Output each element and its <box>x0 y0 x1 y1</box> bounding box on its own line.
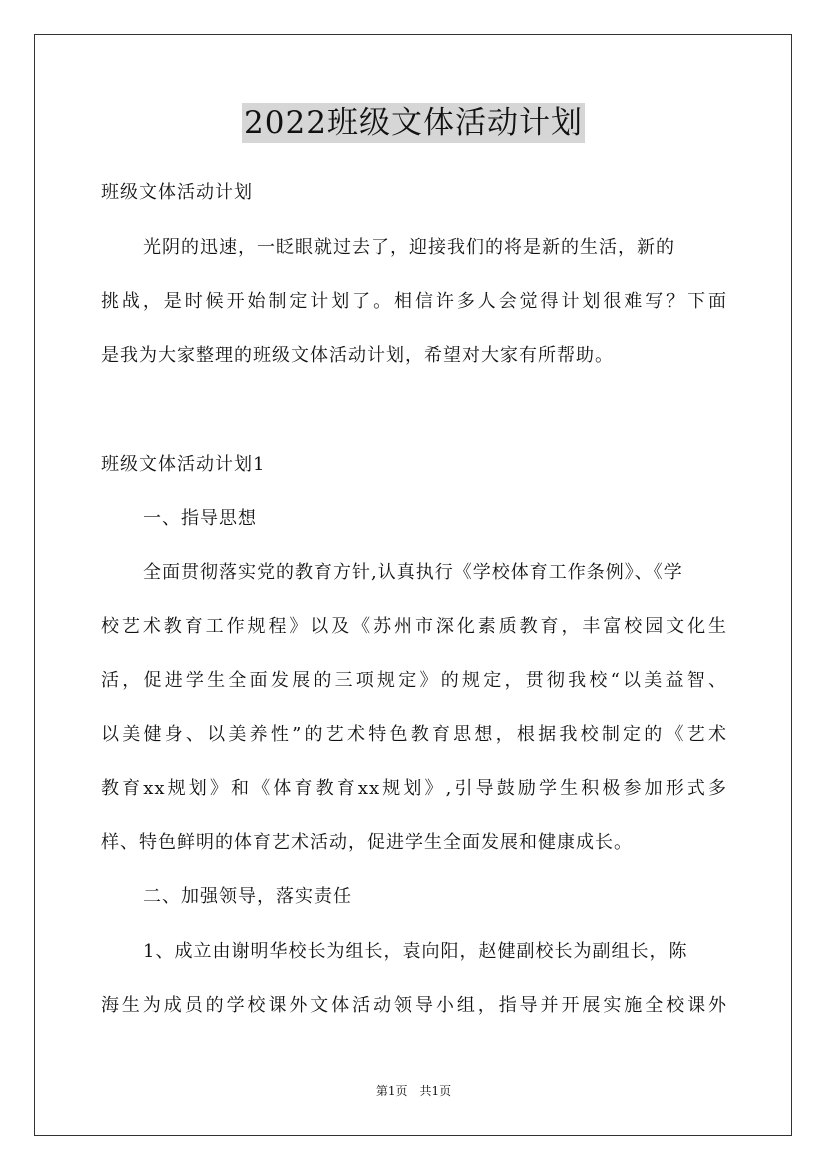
paragraph-line: 是我为大家整理的班级文体活动计划，希望对大家有所帮助。 <box>101 345 614 366</box>
paragraph-line: 以美健身、以美养性”的艺术特色教育思想，根据我校制定的《艺术 <box>101 724 727 745</box>
section-heading: 班级文体活动计划 <box>101 182 253 203</box>
paragraph-line: 全面贯彻落实党的教育方针,认真执行《学校体育工作条例》、《学 <box>143 562 683 583</box>
page-footer: 第1页 共1页 <box>375 1084 452 1098</box>
section-heading: 班级文体活动计划1 <box>101 454 266 475</box>
title-container <box>0 103 827 143</box>
subheading: 一、指导思想 <box>143 508 257 529</box>
paragraph-line: 校艺术教育工作规程》以及《苏州市深化素质教育，丰富校园文化生 <box>101 616 727 637</box>
paragraph-line: 教育xx规划》和《体育教育xx规划》,引导鼓励学生积极参加形式多 <box>101 778 727 799</box>
paragraph-line: 挑战，是时候开始制定计划了。相信许多人会觉得计划很难写？下面 <box>101 291 727 312</box>
paragraph-line: 光阴的迅速，一眨眼就过去了，迎接我们的将是新的生活，新的 <box>143 237 675 258</box>
paragraph-line: 海生为成员的学校课外文体活动领导小组，指导并开展实施全校课外 <box>101 995 727 1016</box>
paragraph-line: 活，促进学生全面发展的三项规定》的规定，贯彻我校“以美益智、 <box>101 670 727 691</box>
paragraph-line: 1、成立由谢明华校长为组长，袁向阳，赵健副校长为副组长，陈 <box>143 941 688 962</box>
subheading: 二、加强领导，落实责任 <box>143 886 352 907</box>
paragraph-line: 样、特色鲜明的体育艺术活动，促进学生全面发展和健康成长。 <box>101 832 633 853</box>
document-title: 2022班级文体活动计划 <box>244 105 583 141</box>
